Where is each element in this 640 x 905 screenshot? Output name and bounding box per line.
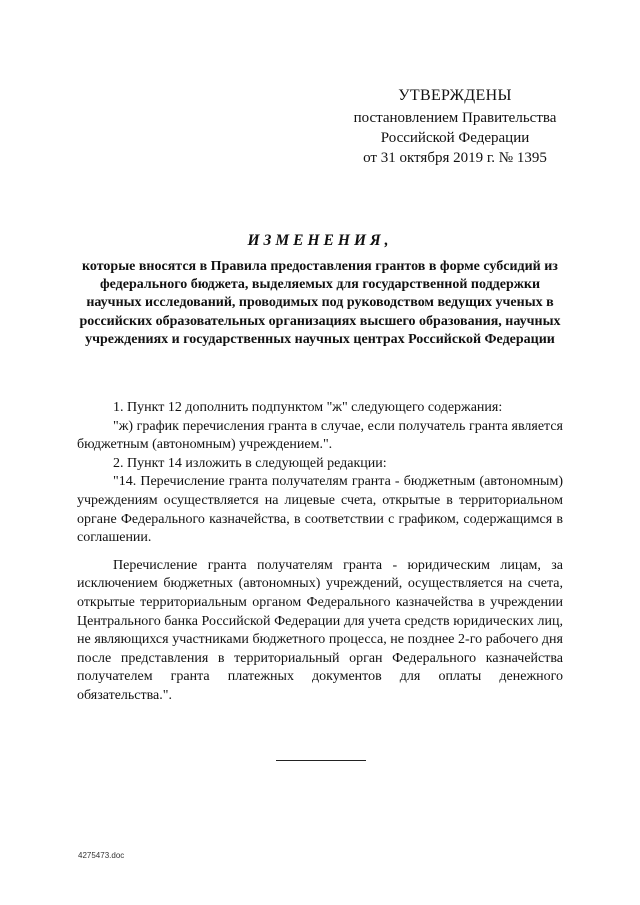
document-body <box>77 399 563 706</box>
approval-line-1: постановлением Правительства <box>353 110 557 126</box>
paragraph-transfer-legal-entities: Перечисление гранта получателям гранта - юридическим лицам, за исключением бюджетных (автономных) учреждений, осуществляется на счета, открытые территориальным органом Федерального казначейства в учреждении Центрального банка Российской Федерации для учета средств юридических лиц, не являющихся участниками бюджетного процесса, не позднее 2-го рабочего дня после представления в территориальный орган Федерального казначейства получателем гранта платежных документов для оплаты денежного обязательства.". <box>77 557 563 703</box>
approval-title: УТВЕРЖДЕНЫ <box>398 87 512 104</box>
document-heading: ИЗМЕНЕНИЯ, <box>247 232 393 249</box>
approval-line-3: от 31 октября 2019 г. № 1395 <box>363 150 547 166</box>
document-file-code: 4275473.doc <box>78 851 125 860</box>
paragraph-item-14: "14. Перечисление гранта получателям гранта - бюджетным (автономным) учреждениям осуществляется на лицевые счета, открытые в территориальном органе Федерального казначейства, в соответствии с графиком, содержащимся в соглашении. <box>77 474 563 546</box>
paragraph-item-1: 1. Пункт 12 дополнить подпунктом "ж" следующего содержания: <box>113 400 503 415</box>
closing-divider <box>276 760 366 761</box>
approval-line-2: Российской Федерации <box>380 130 530 146</box>
document-subtitle: которые вносятся в Правила предоставления грантов в форме субсидий из федерального бюджета, выделяемых для государственной поддержки научных исследований, проводимых под руководством ведущих ученых в российских образовательных организациях высшего образования, научных учреждениях и государственных научных центрах Российской Федерации <box>79 259 561 347</box>
paragraph-subitem-zh: "ж) график перечисления гранта в случае, если получатель гранта является бюджетным (автономным) учреждением.". <box>77 418 563 453</box>
approval-stamp <box>340 86 570 168</box>
paragraph-item-2: 2. Пункт 14 изложить в следующей редакции: <box>113 455 387 471</box>
